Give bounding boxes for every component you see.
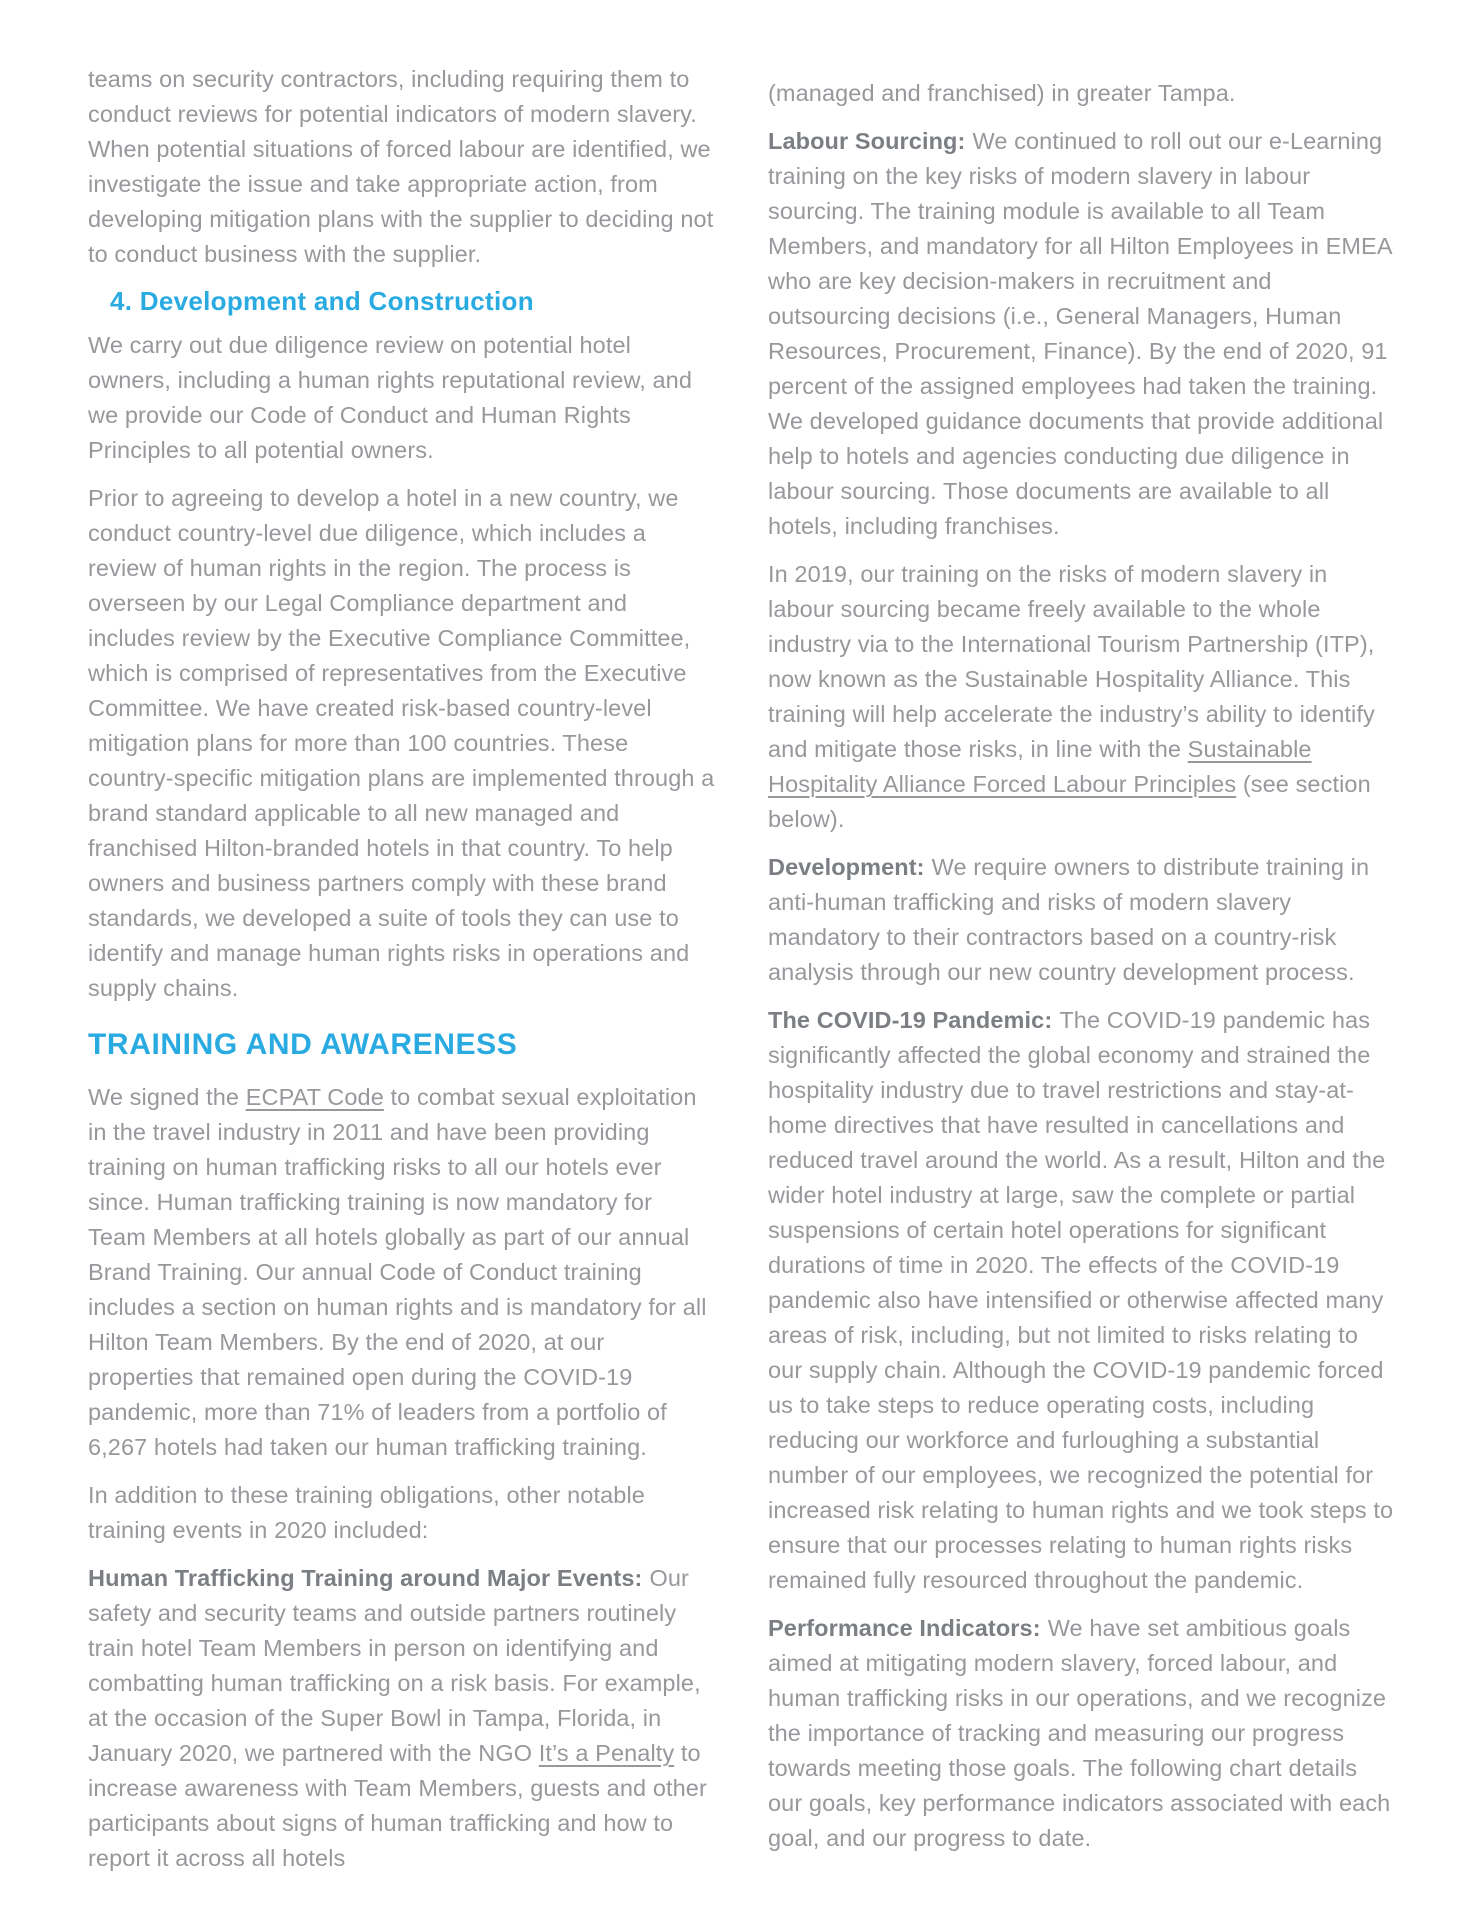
text-run: to increase awareness with Team Members, guests and other participants about signs of human trafficking and how to report it across all hotels xyxy=(88,1740,707,1871)
link-ecpat-code[interactable]: ECPAT Code xyxy=(245,1084,384,1110)
text-run: The COVID-19 pandemic has significantly affected the global economy and strained the hospitality industry due to travel restrictions and stay-at-home directives that have resulted in cancellations and reduced travel around the world. As a result, Hilton and the wider hotel industry at large, saw the complete or partial suspensions of certain hotel operations for significant durations of time in 2020. The effects of the COVID-19 pandemic also have intensified or otherwise affected many areas of risk, including, but not limited to risks relating to our supply chain. Although the COVID-19 pandemic forced us to take steps to reduce operating costs, including reducing our workforce and furloughing a substantial number of our employees, we recognized the potential for increased risk relating to human rights and we took steps to ensure that our processes relating to human rights risks remained fully resourced throughout the pandemic. xyxy=(768,1007,1394,1593)
label-performance-indicators: Performance Indicators: xyxy=(768,1615,1041,1641)
paragraph-itp-training xyxy=(768,557,1396,837)
text-run: (see section below). xyxy=(768,771,1371,832)
text-run: teams on security contractors, including requiring them to conduct reviews for potential indicators of modern slavery. When potential situations of forced labour are identified, we investigate the issue and take appropriate action, from developing mitigation plans with the supplier to deciding not to conduct business with the supplier. xyxy=(88,66,714,267)
heading-development-and-construction: 4. Development and Construction xyxy=(110,286,534,316)
paragraph-major-events-training xyxy=(88,1561,716,1876)
label-labour-sourcing: Labour Sourcing: xyxy=(768,128,966,154)
text-run: We have set ambitious goals aimed at mitigating modern slavery, forced labour, and human trafficking risks in our operations, and we recognize the importance of tracking and measuring our progress towards meeting those goals. The following chart details our goals, key performance indicators associated with each goal, and our progress to date. xyxy=(768,1615,1391,1851)
text-run: We carry out due diligence review on potential hotel owners, including a human rights reputational review, and we provide our Code of Conduct and Human Rights Principles to all potential owners. xyxy=(88,332,692,463)
text-run: We require owners to distribute training in anti-human trafficking and risks of modern slavery mandatory to their contractors based on a country-risk analysis through our new country development process. xyxy=(768,854,1370,985)
text-run: Our safety and security teams and outside partners routinely train hotel Team Members in person on identifying and combatting human trafficking on a risk basis. For example, at the occasion of the Super Bowl in Tampa, Florida, in January 2020, we partnered with the NGO xyxy=(88,1565,701,1766)
label-development: Development: xyxy=(768,854,925,880)
text-run: We continued to roll out our e-Learning training on the key risks of modern slavery in labour sourcing. The training module is available to all Team Members, and mandatory for all Hilton Employees in EMEA who are key decision-makers in recruitment and outsourcing decisions (i.e., General Managers, Human Resources, Procurement, Finance). By the end of 2020, 91 percent of the assigned employees had taken the training. We developed guidance documents that provide additional help to hotels and agencies conducting due diligence in labour sourcing. Those documents are available to all hotels, including franchises. xyxy=(768,128,1392,539)
paragraph-country-due-diligence xyxy=(88,481,716,1006)
text-run: (managed and franchised) in greater Tampa. xyxy=(768,80,1236,106)
label-major-events: Human Trafficking Training around Major Events: xyxy=(88,1565,643,1591)
paragraph-training-events-intro xyxy=(88,1478,716,1548)
link-its-a-penalty[interactable]: It’s a Penalty xyxy=(538,1740,675,1766)
paragraph-labour-sourcing xyxy=(768,124,1396,544)
text-run: We signed the xyxy=(88,1084,246,1110)
right-column xyxy=(768,62,1396,1920)
paragraph-development xyxy=(768,850,1396,990)
left-column xyxy=(88,62,716,1920)
paragraph-performance-indicators xyxy=(768,1611,1396,1856)
link-sha-forced-labour-principles[interactable]: Sustainable Hospitality Alliance Forced Labour Principles xyxy=(768,736,1312,797)
text-run: In 2019, our training on the risks of modern slavery in labour sourcing became freely available to the whole industry via to the International Tourism Partnership (ITP), now known as the Sustainable Hospitality Alliance. This training will help accelerate the industry’s ability to identify and mitigate those risks, in line with the xyxy=(768,561,1375,762)
paragraph-due-diligence-owners xyxy=(88,328,716,468)
paragraph-tampa-continuation xyxy=(768,76,1396,111)
label-covid-pandemic: The COVID-19 Pandemic: xyxy=(768,1007,1053,1033)
paragraph-ecpat-training xyxy=(88,1080,716,1465)
text-run: In addition to these training obligations, other notable training events in 2020 included: xyxy=(88,1482,645,1543)
heading-training-and-awareness: TRAINING AND AWARENESS xyxy=(88,1028,518,1061)
paragraph-security-contractors xyxy=(88,62,716,272)
paragraph-covid-pandemic xyxy=(768,1003,1396,1598)
text-run: to combat sexual exploitation in the travel industry in 2011 and have been providing training on human trafficking risks to all our hotels ever since. Human trafficking training is now mandatory for Team Members at all hotels globally as part of our annual Brand Training. Our annual Code of Conduct training includes a section on human rights and is mandatory for all Hilton Team Members. By the end of 2020, at our properties that remained open during the COVID-19 pandemic, more than 71% of leaders from a portfolio of 6,267 hotels had taken our human trafficking training. xyxy=(88,1084,707,1460)
text-run: Prior to agreeing to develop a hotel in a new country, we conduct country-level due diligence, which includes a review of human rights in the region. The process is overseen by our Legal Compliance department and includes review by the Executive Compliance Committee, which is comprised of representatives from the Executive Committee. We have created risk-based country-level mitigation plans for more than 100 countries. These country-specific mitigation plans are implemented through a brand standard applicable to all new managed and franchised Hilton-branded hotels in that country. To help owners and business partners comply with these brand standards, we developed a suite of tools they can use to identify and manage human rights risks in operations and supply chains. xyxy=(88,485,715,1001)
